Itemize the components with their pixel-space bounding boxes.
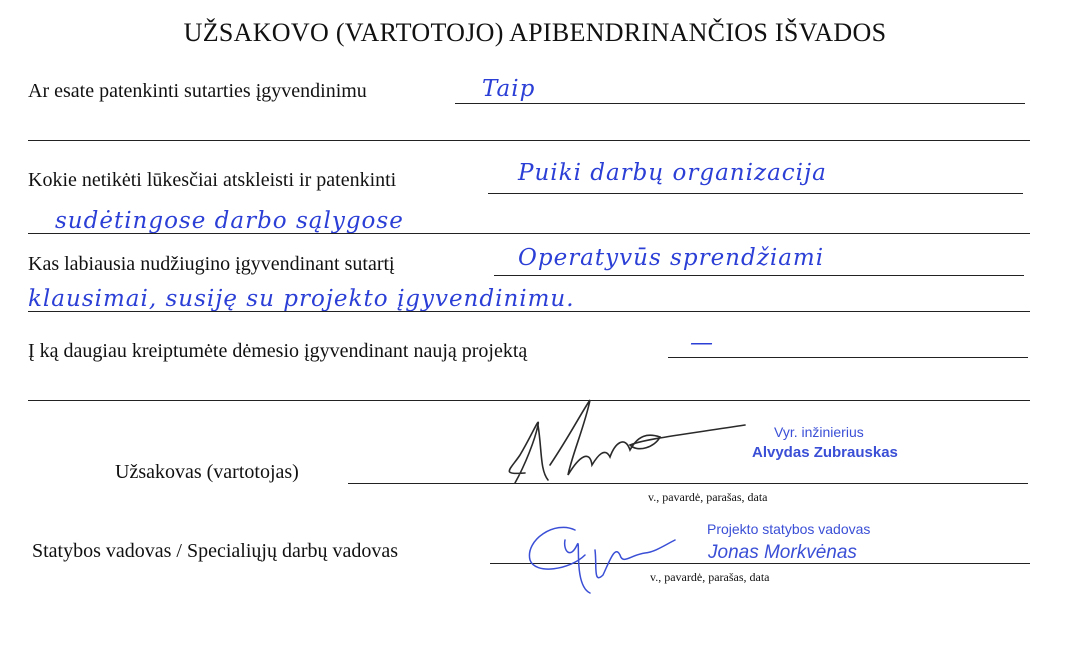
answer-line [668,357,1028,358]
customer-signature-label: Užsakovas (vartotojas) [115,461,299,483]
supervisor-handwritten-signature [515,505,715,600]
customer-handwritten-signature [480,395,750,490]
supervisor-stamp-name: Jonas Morkvėnas [708,542,857,563]
handwritten-answer-delighted-line2: klausimai, susiję su projekto įgyvendinimu. [28,286,575,312]
question-satisfied-label: Ar esate patenkinti sutarties įgyvendinimu [28,80,367,102]
question-attention-label: Į ką daugiau kreiptumėte dėmesio įgyvendinant naują projektą [28,340,528,362]
answer-line [488,193,1023,194]
answer-line [28,311,1030,312]
handwritten-answer-satisfied: Taip [482,76,536,102]
customer-signature-caption: v., pavardė, parašas, data [648,490,768,504]
handwritten-answer-delighted-line1: Operatyvūs sprendžiami [518,245,825,271]
answer-line [455,103,1025,104]
handwritten-answer-expectations-line1: Puiki darbų organizacija [518,160,827,186]
supervisor-stamp-title: Projekto statybos vadovas [707,521,871,537]
supervisor-signature-label: Statybos vadovas / Specialiųjų darbų vadovas [32,540,399,562]
supervisor-signature-caption: v., pavardė, parašas, data [650,570,770,584]
form-title: UŽSAKOVO (VARTOTOJO) APIBENDRINANČIOS IŠVADOS [183,18,887,47]
question-expectations-label: Kokie netikėti lūkesčiai atskleisti ir patenkinti [28,169,397,191]
question-delighted-label: Kas labiausia nudžiugino įgyvendinant sutartį [28,253,395,275]
handwritten-answer-expectations-line2: sudėtingose darbo sąlygose [55,208,404,234]
answer-line [494,275,1024,276]
answer-line [28,140,1030,141]
handwritten-answer-attention: — [690,330,714,356]
answer-line [28,233,1030,234]
customer-stamp-title: Vyr. inžinierius [774,424,864,440]
customer-stamp-name: Alvydas Zubrauskas [752,444,898,461]
